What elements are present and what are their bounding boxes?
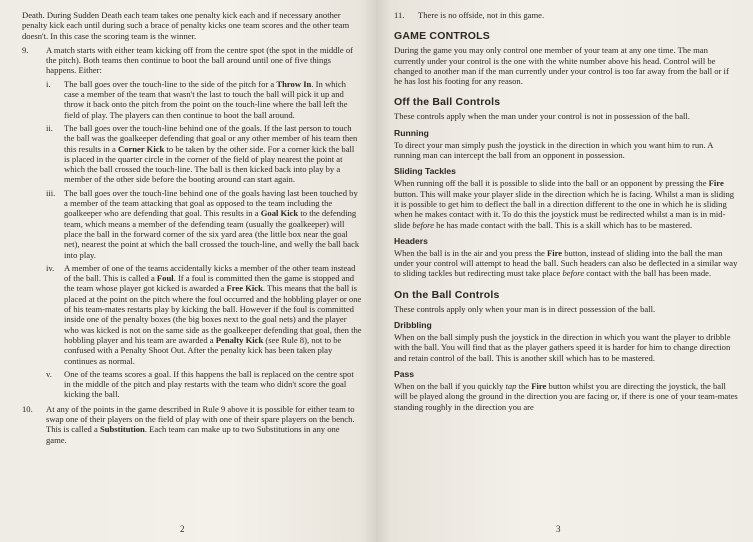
- left-page: [0, 0, 376, 542]
- term-penalty-kick: Penalty Kick: [215, 334, 264, 345]
- on-ball-text: These controls apply only when your man is in direct possession of the ball.: [394, 303, 656, 314]
- term-goal-kick: Goal Kick: [260, 208, 299, 219]
- running-text: To direct your man simply push the joystick in the direction in which you want him to run. A running man can intercept the ball from an opponent in possession.: [394, 139, 713, 161]
- term-foul: Foul: [156, 273, 174, 284]
- section-heading-game-controls: GAME CONTROLS: [394, 30, 490, 43]
- text-run: button. This will make your player slide in the direction which he is facing. Whilst a man is sliding it is possible to get him to deflect the ball in a direction different to the one in which he is sliding when he makes contact with it. To do this the joystick must be redirected whilst a man is in mid-slide: [394, 188, 735, 230]
- sub-number: iii.: [46, 187, 56, 198]
- headers-text: [394, 248, 739, 279]
- rule-10: [22, 404, 362, 445]
- term-fire: Fire: [708, 178, 724, 189]
- rule-number: 10.: [22, 403, 33, 414]
- text-run: button whilst you are directing the joystick, the ball will be played along the ground in the direction you are facing or, if there is one of your team-mates standing roughly in the direction you are: [394, 380, 738, 412]
- rule-9-v: [46, 369, 362, 400]
- subheading-running: Running: [394, 127, 429, 138]
- rule-11: [394, 10, 739, 20]
- sub-text: One of the teams scores a goal. If this happens the ball is replaced on the centre spot in the middle of the pitch and play restarts with the team who didn't score the goal kicking the ball.: [64, 368, 354, 400]
- rule-9: [22, 45, 362, 400]
- rule-number: 9.: [22, 44, 29, 55]
- right-page: [376, 0, 753, 542]
- term-fire: Fire: [531, 380, 547, 391]
- sub-text: A member of one of the teams accidentally kicks a member of the other team instead of the ball. This is called a: [64, 262, 356, 284]
- sub-text: . If a foul is committed then the game is stopped and the team whose player got kicked is awarded a: [64, 273, 355, 294]
- text-run: When on the ball if you quickly: [394, 380, 506, 391]
- text-run: he has made contact with the ball. This is a skill which has to be mastered.: [434, 219, 693, 230]
- page-number: 3: [556, 524, 561, 534]
- sub-text: (see Rule 8), not to be confused with a Penalty Shoot Out. After the penalty kick has been taken play continues as normal.: [64, 334, 342, 366]
- sub-text: to be taken by the other side. For a corner kick the ball is placed in the quarter circle in the corner of the field of play nearest the point at which the ball crossed the touch-line. The ball is then kicked back into play by a member of the other side before the booting around can start again.: [64, 143, 355, 185]
- text-run: contact with the ball has been made.: [584, 268, 712, 279]
- off-ball-text: These controls apply when the man under your control is not in possession of the ball.: [394, 111, 690, 122]
- sub-text: . This means that the ball is placed at the point on the pitch where the foul occurred and the hobbling player or one of his team-mates restarts play by kicking the ball. However if the foul is committed inside one of the penalty boxes (the big boxes next to the goal nets) and the player who was kicked is not on the same side as the goalkeeper defending that goal, then the hobbling player and his team are awarded a: [64, 283, 362, 345]
- term-throw-in: Throw In: [276, 78, 312, 89]
- sliding-text: [394, 178, 739, 229]
- page-number: 2: [180, 524, 185, 534]
- rule-9-iii: [46, 188, 362, 260]
- rule-number: 11.: [394, 10, 405, 20]
- subheading-sliding-tackles: Sliding Tackles: [394, 166, 456, 177]
- emphasis-tap: tap: [505, 380, 517, 391]
- emphasis-before: before: [412, 219, 435, 230]
- rule-9-i: [46, 79, 362, 120]
- term-corner-kick: Corner Kick: [117, 143, 165, 154]
- dribbling-text: When on the ball simply push the joystick in the direction in which you want the player to dribble with the ball. You will find that as the player gathers speed it is harder for him to change direction and retain control of the ball. This is another skill which has to be mastered.: [394, 332, 731, 363]
- rule-text: . Each team can make up to two Substitutions in any one game.: [46, 424, 340, 445]
- subheading-headers: Headers: [394, 235, 428, 246]
- text-run: button, instead of sliding into the ball the man under your control will attempt to head the ball. Such headers can also be deflected in a similar way to sliding tackles but redirecting must take place: [394, 247, 738, 279]
- sub-text: . In which case a member of the team that wasn't the last to touch the ball will pick it up and throw it back onto the pitch from the point on the touch-line where the ball left the field of play. The players can then continue to boot the ball around.: [64, 78, 348, 120]
- term-fire: Fire: [546, 247, 563, 258]
- rule-9-iv: [46, 263, 362, 366]
- rule-text: At any of the points in the game described in Rule 9 above it is possible for either team to swap one of their players on the field of play with one of their spare players on the bench. This is called a: [46, 403, 355, 435]
- rule-9-ii: [46, 123, 362, 185]
- intro-paragraph: Death. During Sudden Death each team takes one penalty kick each and if necessary another penalty kick each until during such a brace of penalty kicks one team scores and the other team doesn't. In this case the scoring team is the winner.: [22, 10, 350, 41]
- sub-number: i.: [46, 78, 51, 89]
- sub-text: The ball goes over the touch-line to the side of the pitch for a: [64, 78, 277, 89]
- sub-number: ii.: [46, 122, 53, 133]
- section-heading-on-ball: On the Ball Controls: [394, 288, 500, 301]
- text-run: the: [516, 380, 532, 391]
- term-substitution: Substitution: [99, 424, 145, 435]
- sub-number: v.: [46, 368, 52, 379]
- subheading-dribbling: Dribbling: [394, 320, 432, 331]
- rule-text: There is no offside, not in this game.: [418, 10, 545, 20]
- rule-text: A match starts with either team kicking off from the centre spot (the spot in the middle of the pitch). Both teams then continue to boot the ball around until one of five things happens. Either:: [46, 44, 353, 76]
- sub-text: The ball goes over the touch-line behind one of the goals having last been touched by a member of the team attacking that goal as opposed to the team including the goalkeeper who are defending that goal. This results in a: [64, 187, 358, 219]
- game-controls-text: During the game you may only control one member of your team at any one time. The man currently under your control is the one with the white number above his head. Control will be changed to another man if the man currently under your control is too far away from the ball or if he has lost his footing for any reason.: [394, 45, 729, 87]
- sub-text: The ball goes over the touch-line behind one of the goals. If the last person to touch the ball was the goalkeeper defending that goal or any other member of his team then this results in a: [64, 122, 358, 154]
- emphasis-before: before: [562, 268, 585, 279]
- sub-text: to the defending team, which means a member of the defending team (usually the goalkeeper) will place the ball in the forward corner of the six yard area (the little box near the goal net), nearest the point at which the ball crossed the touch-line, and welly the ball back into play.: [64, 208, 360, 260]
- section-heading-off-ball: Off the Ball Controls: [394, 96, 501, 109]
- pass-text: [394, 381, 739, 412]
- term-free-kick: Free Kick: [226, 283, 263, 294]
- text-run: When the ball is in the air and you press the: [394, 247, 547, 258]
- sub-number: iv.: [46, 262, 55, 273]
- subheading-pass: Pass: [394, 368, 415, 379]
- text-run: When running off the ball it is possible to slide into the ball or an opponent by pressing the: [394, 178, 709, 189]
